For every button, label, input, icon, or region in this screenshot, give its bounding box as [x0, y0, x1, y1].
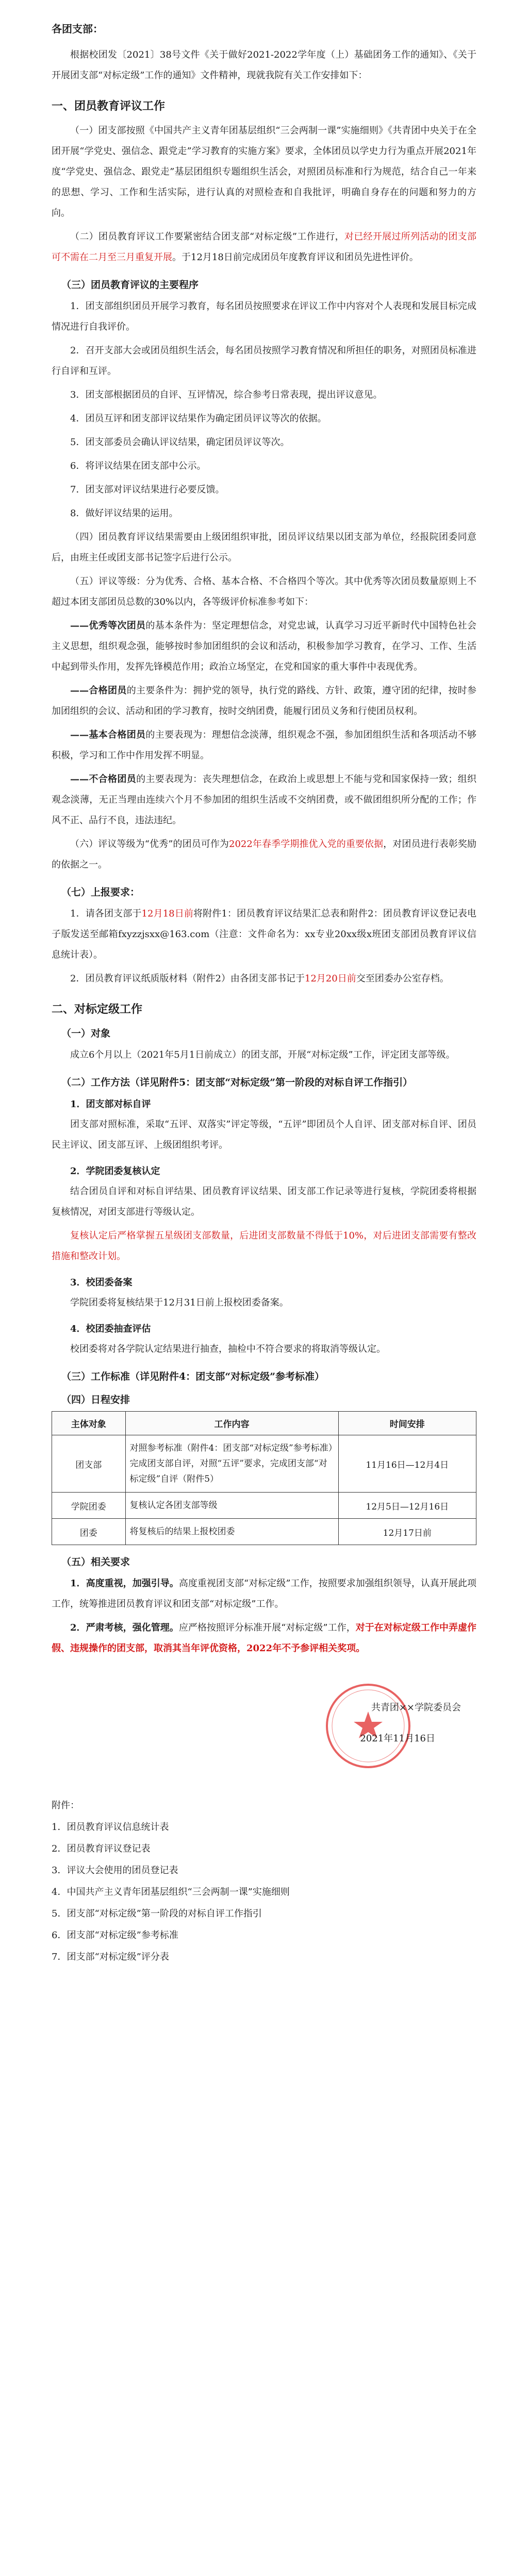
sec1-paragraph-1: （一）团支部按照《中国共产主义青年团基层组织“三会两制一课”实施细则》《共青团中央关于在全团开展“学党史、强信念、跟党走”学习教育的实施方案》要求，全体团员以学史力行为重点开展2021年度“学党史、强信念、跟党走”基层团组织专题组织生活会，对照团员标准和行为规范，结合自己一年来的思想、学习、工作和生活实际，进行认真的对照检查和自我批评，明确自身存在的问题和努力的方向。 [52, 125, 476, 218]
sec1-steps-heading: （三）团员教育评议的主要程序 [61, 279, 199, 291]
sec2-method-2-highlight: 复核认定后严格掌握五星级团支部数量，后进团支部数量不得低于10%，对后进团支部需要有整改措施和整改计划。 [52, 1230, 476, 1262]
grade-qualified [52, 681, 476, 722]
sec1-step-3: 3．团支部根据团员的自评、互评情况，综合参考日常表现，提出评议意见。 [70, 389, 383, 400]
table-cell-subject: 学院团委 [52, 1493, 126, 1519]
sec1-p2-text-a: （二）团员教育评议工作要紧密结合团支部“对标定级”工作进行， [70, 231, 344, 242]
table-cell-work: 将复核后的结果上报校团委 [125, 1519, 338, 1545]
attachments-title: 附件： [52, 1800, 79, 1811]
table-cell-subject: 团支部 [52, 1435, 126, 1493]
sec2-other-1 [52, 1573, 476, 1615]
grade-fail-title: ——不合格团员 [70, 774, 137, 785]
sec1-requirement-2 [52, 969, 476, 989]
table-cell-work: 对照参考标准（附件4：团支部“对标定级”参考标准）完成团支部自评，对照“五评”要求，完成团支部“对标定级”自评（附件5） [125, 1435, 338, 1493]
grade-basic-title: ——基本合格团员 [70, 730, 146, 740]
attachment-item[interactable]: 1．团员教育评议信息统计表 [52, 1822, 169, 1833]
sec1-p2-text-b: 。于12月18日前完成团员年度教育评议和团员先进性评价。 [172, 252, 419, 263]
schedule-header-subject: 主体对象 [52, 1412, 126, 1435]
sec1-step-8: 8．做好评议结果的运用。 [70, 508, 178, 519]
document-content [52, 21, 476, 1968]
grade-qualified-title: ——合格团员 [70, 685, 127, 696]
table-cell-time: 12月17日前 [338, 1519, 476, 1545]
sec2-method-2-text: 结合团员自评和对标自评结果、团员教育评议结果、团支部工作记录等进行复核，学院团委将根据复核情况，对团支部进行等级认定。 [52, 1186, 476, 1217]
sec1-step-1: 1．团支部组织团员开展学习教育，每名团员按照要求在评议工作中内容对个人表现和发展目标完成情况进行自我评价。 [52, 301, 476, 332]
table-cell-subject: 团委 [52, 1519, 126, 1545]
sec1-requirements-heading: （七）上报要求： [61, 887, 140, 898]
official-seal-icon [322, 1680, 415, 1772]
grade-excellent [52, 616, 476, 677]
attachment-item[interactable]: 3．评议大会使用的团员登记表 [52, 1865, 178, 1876]
sec1-p5-highlight: 2022年春季学期推优入党的重要依据 [229, 839, 384, 850]
sec2-method-3-text: 学院团委将复核结果于12月31日前上报校团委备案。 [70, 1297, 289, 1308]
sec2-other-2-title: 2．严肃考核，强化管理。 [70, 1622, 179, 1633]
sec1-paragraph-4: （五）评议等级：分为优秀、合格、基本合格、不合格四个等次。其中优秀等次团员数量原则上不超过本团支部团员总数的30%以内，各等级评价标准参考如下： [52, 576, 476, 607]
grade-basic [52, 725, 476, 766]
sec2-method-1-heading: 1．团支部对标自评 [70, 1099, 151, 1110]
sec1-p5-text-a: （六）评议等级为“优秀”的团员可作为 [70, 839, 229, 850]
grade-excellent-text: 的基本条件为：坚定理想信念，对党忠诚，认真学习习近平新时代中国特色社会主义思想，组织观念强，能够按时参加团组织的会议和活动，积极参加学习教育，在学习、工作、生活中起到带头作用，发挥先锋模范作用；政治立场坚定，在党和国家的重大事件中表现优秀。 [52, 620, 476, 672]
sec1-paragraph-5 [52, 834, 476, 875]
sec2-other-1-title: 1．高度重视，加强引导。 [70, 1578, 179, 1589]
table-cell-work: 复核认定各团支部等级 [125, 1493, 338, 1519]
sec2-method-4-text: 校团委将对各学院认定结果进行抽查，抽检中不符合要求的将取消等级认定。 [70, 1344, 386, 1354]
sec1-paragraph-2 [52, 227, 476, 268]
sec1-r1-text-b: 将附件1：团员教育评议结果汇总表和附件2：团员教育评议登记表电子版发送至邮箱fxyzzjsxx@163.com（注意：文件命名为：xx专业20xx级x班团支部团员教育评议信息统计表）。 [52, 908, 477, 960]
sec2-method-4-heading: 4．校团委抽查评估 [70, 1324, 151, 1334]
sec1-requirement-1 [52, 904, 476, 965]
table-row [52, 1435, 476, 1493]
intro-paragraph: 根据校团发〔2021〕38号文件《关于做好2021-2022学年度（上）基础团务工作的通知》、《关于开展团支部“对标定级”工作的通知》文件精神，现就我院有关工作安排如下： [52, 49, 476, 81]
attachment-item[interactable]: 7．团支部“对标定级”评分表 [52, 1952, 169, 1962]
grade-fail-text: 的主要表现为：丧失理想信念，在政治上或思想上不能与党和国家保持一致；组织观念淡薄，无正当理由连续六个月不参加团的组织生活或不交纳团费，或不做团组织所分配的工作；作风不正、品行不良，违法违纪。 [52, 774, 477, 826]
table-row [52, 1493, 476, 1519]
section-2-title: 二、对标定级工作 [52, 1003, 143, 1016]
sec2-other-2 [52, 1618, 476, 1659]
grade-fail [52, 769, 476, 831]
attachment-item[interactable]: 6．团支部“对标定级”参考标准 [52, 1930, 178, 1941]
sec1-p5-text-b: ，对团员进行表彰奖励的依据之一。 [52, 839, 477, 870]
sec2-other-2-text: 应严格按照评分标准开展“对标定级”工作， [178, 1622, 356, 1633]
section-1-title: 一、团员教育评议工作 [52, 100, 166, 113]
sec1-step-5: 5．团支部委员会确认评议结果，确定团员评议等次。 [70, 437, 290, 448]
signature-date: 2021年11月16日 [360, 1733, 435, 1744]
sec1-r2-text-b: 交至团委办公室存档。 [356, 973, 449, 984]
schedule-table [52, 1411, 476, 1545]
table-cell-time: 11月16日—12月4日 [338, 1435, 476, 1493]
schedule-header-row [52, 1412, 476, 1435]
sec1-step-7: 7．团支部对评议结果进行必要反馈。 [70, 484, 225, 495]
sec2-method-3-heading: 3．校团委备案 [70, 1277, 133, 1288]
sec1-r2-text-a: 2．团员教育评议纸质版材料（附件2）由各团支部书记于 [70, 973, 305, 984]
sec1-p2-highlight: 对已经开展过所列活动的团支部可不需在二月至三月重复开展 [52, 231, 476, 263]
signature-block [52, 1680, 476, 1783]
sec2-method-1-text: 团支部对照标准，采取“五评、双落实”评定等级，“五评”即团员个人自评、团支部对标自评、团员民主评议、团支部互评、上级团组织考评。 [52, 1119, 476, 1150]
sec2-other-2-highlight: 对于在对标定级工作中弄虚作假、违规操作的团支部，取消其当年评优资格，2022年不予参评相关奖项。 [52, 1622, 477, 1654]
schedule-header-work: 工作内容 [125, 1412, 338, 1435]
sec2-other-heading: （五）相关要求 [61, 1556, 130, 1568]
sec2-other-1-text: 高度重视团支部“对标定级”工作，按照要求加强组织领导，认真开展此项工作，统筹推进团员教育评议和团支部“对标定级”工作。 [52, 1578, 477, 1609]
sec2-method-2-heading: 2．学院团委复核认定 [70, 1166, 160, 1177]
sec2-object-text: 成立6个月以上（2021年5月1日前成立）的团支部，开展“对标定级”工作，评定团支部等级。 [70, 1049, 455, 1060]
salutation: 各团支部： [52, 23, 103, 35]
sec1-step-2: 2．召开支部大会或团员组织生活会，每名团员按照学习教育情况和所担任的职务，对照团员标准进行自评和互评。 [52, 345, 476, 377]
attachment-item[interactable]: 2．团员教育评议登记表 [52, 1843, 151, 1854]
sec1-r2-deadline: 12月20日前 [304, 973, 356, 984]
sec2-schedule-heading: （四）日程安排 [61, 1394, 130, 1405]
table-row [52, 1519, 476, 1545]
sec1-step-6: 6．将评议结果在团支部中公示。 [70, 461, 206, 471]
sec1-r1-deadline: 12月18日前 [141, 908, 194, 919]
sec1-r1-text-a: 1．请各团支部于 [70, 908, 142, 919]
schedule-header-time: 时间安排 [338, 1412, 476, 1435]
grade-excellent-title: ——优秀等次团员 [70, 620, 146, 631]
attachment-item[interactable]: 4．中国共产主义青年团基层组织“三会两制一课”实施细则 [52, 1887, 290, 1897]
grade-qualified-text: 的主要条件为：拥护党的领导，执行党的路线、方针、政策，遵守团的纪律，按时参加团组织的会议、活动和团的学习教育，按时交纳团费，能履行团员义务和行使团员权利。 [52, 685, 477, 717]
sec2-standard-heading: （三）工作标准（详见附件4：团支部“对标定级”参考标准） [61, 1371, 325, 1382]
grade-basic-text: 的主要表现为：理想信念淡薄，组织观念不强，参加团组织生活和各项活动不够积极，学习和工作中作用发挥不明显。 [52, 730, 476, 761]
attachment-item[interactable]: 5．团支部“对标定级”第一阶段的对标自评工作指引 [52, 1908, 262, 1919]
sec2-method-heading: （二）工作方法（详见附件5：团支部“对标定级”第一阶段的对标自评工作指引） [61, 1077, 413, 1088]
sec1-paragraph-3: （四）团员教育评议结果需要由上级团组织审批，团员评议结果以团支部为单位，经报院团委同意后，由班主任或团支部书记签字后进行公示。 [52, 532, 476, 563]
sec2-object-heading: （一）对象 [61, 1028, 111, 1039]
signature-organization: 共青团××学院委员会 [371, 1702, 461, 1713]
table-cell-time: 12月5日—12月16日 [338, 1493, 476, 1519]
sec1-step-4: 4．团员互评和团支部评议结果作为确定团员评议等次的依据。 [70, 413, 327, 424]
